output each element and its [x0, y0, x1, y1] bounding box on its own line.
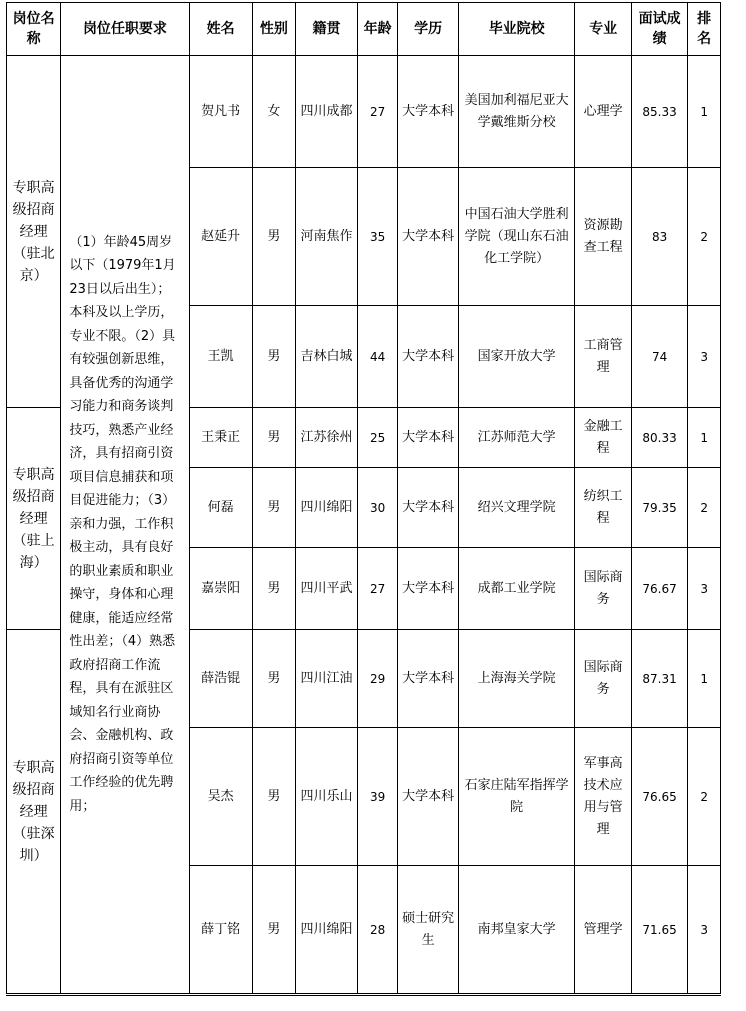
origin-cell: 四川江油 — [296, 630, 358, 728]
name-cell: 吴杰 — [189, 728, 252, 866]
score-cell: 87.31 — [631, 630, 688, 728]
school-cell: 国家开放大学 — [459, 306, 575, 408]
education-cell: 大学本科 — [398, 306, 459, 408]
school-cell: 上海海关学院 — [459, 630, 575, 728]
header-requirements: 岗位任职要求 — [61, 3, 189, 56]
rank-cell: 3 — [688, 306, 721, 408]
name-cell: 何磊 — [189, 468, 252, 548]
age-cell: 25 — [358, 408, 398, 468]
score-cell: 79.35 — [631, 468, 688, 548]
age-cell: 27 — [358, 548, 398, 630]
gender-cell: 男 — [252, 866, 295, 994]
header-school: 毕业院校 — [459, 3, 575, 56]
header-rank: 排名 — [688, 3, 721, 56]
origin-cell: 河南焦作 — [296, 168, 358, 306]
age-cell: 44 — [358, 306, 398, 408]
gender-cell: 男 — [252, 408, 295, 468]
table-bottom-rule — [6, 995, 721, 996]
major-cell: 心理学 — [575, 56, 632, 168]
gender-cell: 男 — [252, 728, 295, 866]
name-cell: 嘉崇阳 — [189, 548, 252, 630]
gender-cell: 男 — [252, 306, 295, 408]
origin-cell: 四川绵阳 — [296, 866, 358, 994]
origin-cell: 江苏徐州 — [296, 408, 358, 468]
rank-cell: 3 — [688, 548, 721, 630]
age-cell: 39 — [358, 728, 398, 866]
origin-cell: 四川绵阳 — [296, 468, 358, 548]
rank-cell: 1 — [688, 56, 721, 168]
score-cell: 74 — [631, 306, 688, 408]
name-cell: 薛丁铭 — [189, 866, 252, 994]
gender-cell: 男 — [252, 468, 295, 548]
education-cell: 硕士研究生 — [398, 866, 459, 994]
major-cell: 国际商务 — [575, 630, 632, 728]
rank-cell: 3 — [688, 866, 721, 994]
name-cell: 赵延升 — [189, 168, 252, 306]
major-cell: 军事高技术应用与管理 — [575, 728, 632, 866]
name-cell: 王秉正 — [189, 408, 252, 468]
header-name: 姓名 — [189, 3, 252, 56]
header-age: 年龄 — [358, 3, 398, 56]
age-cell: 29 — [358, 630, 398, 728]
education-cell: 大学本科 — [398, 56, 459, 168]
school-cell: 成都工业学院 — [459, 548, 575, 630]
education-cell: 大学本科 — [398, 168, 459, 306]
major-cell: 金融工程 — [575, 408, 632, 468]
rank-cell: 1 — [688, 408, 721, 468]
age-cell: 30 — [358, 468, 398, 548]
position-cell-shenzhen: 专职高级招商经理（驻深圳） — [7, 630, 61, 994]
position-cell-beijing: 专职高级招商经理（驻北京） — [7, 56, 61, 408]
origin-cell: 四川平武 — [296, 548, 358, 630]
gender-cell: 男 — [252, 168, 295, 306]
rank-cell: 2 — [688, 728, 721, 866]
header-education: 学历 — [398, 3, 459, 56]
origin-cell: 四川成都 — [296, 56, 358, 168]
education-cell: 大学本科 — [398, 548, 459, 630]
age-cell: 27 — [358, 56, 398, 168]
name-cell: 王凯 — [189, 306, 252, 408]
origin-cell: 吉林白城 — [296, 306, 358, 408]
gender-cell: 男 — [252, 630, 295, 728]
education-cell: 大学本科 — [398, 728, 459, 866]
position-cell-shanghai: 专职高级招商经理（驻上海） — [7, 408, 61, 630]
score-cell: 71.65 — [631, 866, 688, 994]
gender-cell: 男 — [252, 548, 295, 630]
school-cell: 南邦皇家大学 — [459, 866, 575, 994]
header-major: 专业 — [575, 3, 632, 56]
header-gender: 性别 — [252, 3, 295, 56]
education-cell: 大学本科 — [398, 630, 459, 728]
score-cell: 76.67 — [631, 548, 688, 630]
origin-cell: 四川乐山 — [296, 728, 358, 866]
school-cell: 美国加利福尼亚大学戴维斯分校 — [459, 56, 575, 168]
header-row — [7, 3, 721, 56]
header-origin: 籍贯 — [296, 3, 358, 56]
rank-cell: 2 — [688, 468, 721, 548]
name-cell: 贺凡书 — [189, 56, 252, 168]
score-cell: 83 — [631, 168, 688, 306]
education-cell: 大学本科 — [398, 408, 459, 468]
header-score: 面试成绩 — [631, 3, 688, 56]
major-cell: 纺织工程 — [575, 468, 632, 548]
table-row — [7, 56, 721, 168]
major-cell: 管理学 — [575, 866, 632, 994]
school-cell: 江苏师范大学 — [459, 408, 575, 468]
age-cell: 28 — [358, 866, 398, 994]
gender-cell: 女 — [252, 56, 295, 168]
score-cell: 85.33 — [631, 56, 688, 168]
candidate-table — [6, 2, 721, 994]
school-cell: 绍兴文理学院 — [459, 468, 575, 548]
rank-cell: 2 — [688, 168, 721, 306]
major-cell: 工商管理 — [575, 306, 632, 408]
name-cell: 薛浩锟 — [189, 630, 252, 728]
header-position: 岗位名称 — [7, 3, 61, 56]
education-cell: 大学本科 — [398, 468, 459, 548]
score-cell: 76.65 — [631, 728, 688, 866]
age-cell: 35 — [358, 168, 398, 306]
requirements-cell: （1）年龄45周岁以下（1979年1月23日以后出生）；本科及以上学历，专业不限。（2）具有较强创新思维，具备优秀的沟通学习能力和商务谈判技巧，熟悉产业经济，具有招商引资项目信息捕获和项目促进能力；（3）亲和力强，工作积极主动，具有良好的职业素质和职业操守，身体和心理健康，能适应经常性出差；（4）熟悉政府招商工作流程，具有在派驻区域知名行业商协会、金融机构、政府招商引资等单位工作经验的优先聘用； — [61, 56, 189, 994]
score-cell: 80.33 — [631, 408, 688, 468]
major-cell: 资源勘查工程 — [575, 168, 632, 306]
school-cell: 石家庄陆军指挥学院 — [459, 728, 575, 866]
rank-cell: 1 — [688, 630, 721, 728]
school-cell: 中国石油大学胜利学院（现山东石油化工学院） — [459, 168, 575, 306]
major-cell: 国际商务 — [575, 548, 632, 630]
